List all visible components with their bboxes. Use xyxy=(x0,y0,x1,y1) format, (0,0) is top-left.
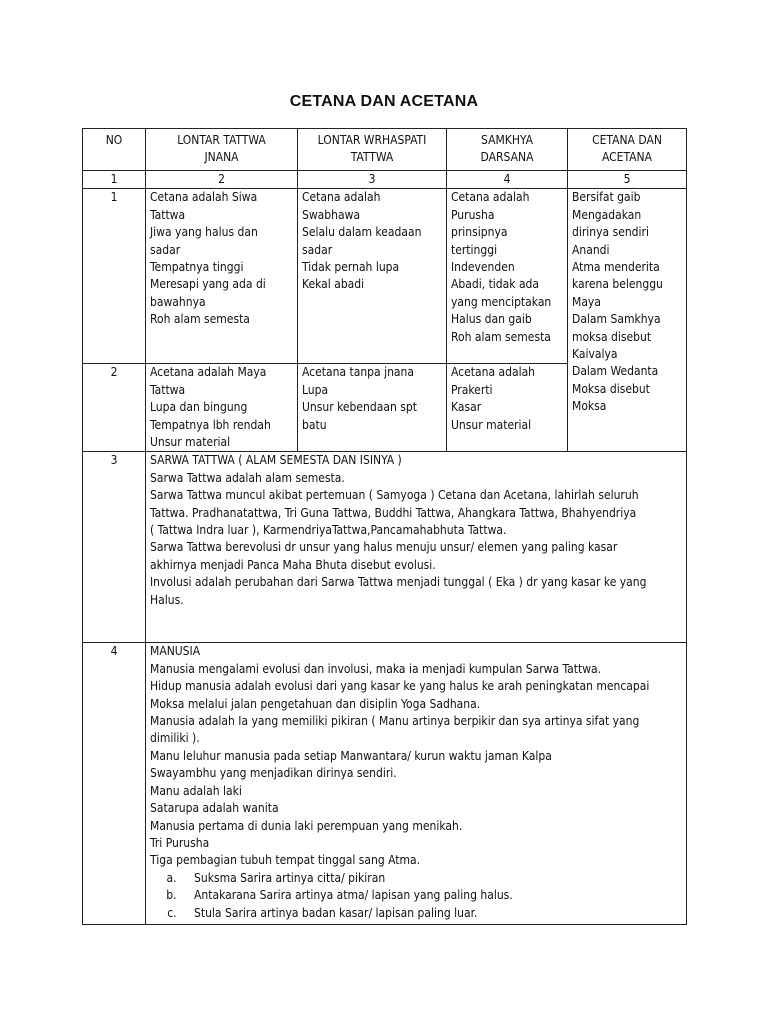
cetana-acetana-cell: Bersifat gaib Mengadakan dirinya sendiri Anandi Atma menderita karena belenggu Maya Dalam Samkhya moksa disebut Kaivalya Dalam Wedanta Moksa disebut Moksa xyxy=(568,189,687,452)
header-row xyxy=(83,129,687,171)
column-number-3: 3 xyxy=(298,171,447,189)
column-number-4: 4 xyxy=(447,171,568,189)
document-title: CETANA DAN ACETANA xyxy=(289,93,479,110)
row-4-number: 4 xyxy=(83,643,146,925)
tri-purusha-list xyxy=(150,870,682,922)
column-number-row xyxy=(83,171,687,189)
table-row-1 xyxy=(83,189,687,364)
row-1-samkhya-darsana-cell: Cetana adalah Purusha prinsipnya tertinggi Indevenden Abadi, tidak ada yang menciptakan Halus dan gaib Roh alam semesta xyxy=(447,189,568,364)
header-no: NO xyxy=(83,129,146,171)
header-cetana-dan-acetana: CETANA DAN ACETANA xyxy=(568,129,687,171)
header-lontar-wrhaspati-tattwa: LONTAR WRHASPATI TATTWA xyxy=(298,129,447,171)
row-1-wrhaspati-tattwa-cell: Cetana adalah Swabhawa Selalu dalam keadaan sadar Tidak pernah lupa Kekal abadi xyxy=(298,189,447,364)
row-2-wrhaspati-tattwa-cell: Acetana tanpa jnana Lupa Unsur kebendaan spt batu xyxy=(298,364,447,452)
header-samkhya-darsana: SAMKHYA DARSANA xyxy=(447,129,568,171)
row-2-tattwa-jnana-cell: Acetana adalah Maya Tattwa Lupa dan bingung Tempatnya lbh rendah Unsur material xyxy=(146,364,298,452)
sarwa-tattwa-cell: SARWA TATTWA ( ALAM SEMESTA DAN ISINYA ) Sarwa Tattwa adalah alam semesta. Sarwa Tattwa muncul akibat pertemuan ( Samyoga ) Cetana dan Acetana, lahirlah seluruh Tattwa. Pradhanatattwa, Tri Guna Tattwa, Buddhi Tattwa, Ahangkara Tattwa, Bhahyendriya ( Tattwa Indra luar ), KarmendriyaTattwa,Pancamahabhuta Tattwa. Sarwa Tattwa berevolusi dr unsur yang halus menuju unsur/ elemen yang paling kasar akhirnya menjadi Panca Maha Bhuta disebut evolusi. Involusi adalah perubahan dari Sarwa Tattwa menjadi tunggal ( Eka ) dr yang kasar ke yang Halus. xyxy=(146,452,687,643)
table-row-3 xyxy=(83,452,687,643)
row-3-number: 3 xyxy=(83,452,146,643)
row-1-number: 1 xyxy=(83,189,146,364)
table-row-4 xyxy=(83,643,687,925)
header-lontar-tattwa-jnana: LONTAR TATTWA JNANA xyxy=(146,129,298,171)
sarwa-tattwa-heading: SARWA TATTWA ( ALAM SEMESTA DAN ISINYA ) xyxy=(150,453,402,468)
row-2-number: 2 xyxy=(83,364,146,452)
manusia-heading: MANUSIA xyxy=(150,644,201,659)
comparison-table xyxy=(82,128,687,925)
manusia-cell: MANUSIA Manusia mengalami evolusi dan involusi, maka ia menjadi kumpulan Sarwa Tattwa. Hidup manusia adalah evolusi dari yang kasar ke yang halus ke arah peningkatan mencapai Moksa melalui jalan pengetahuan dan disiplin Yoga Sadhana. Manusia adalah Ia yang memiliki pikiran ( Manu artinya berpikir dan sya artinya sifat yang dimiliki ). Manu leluhur manusia pada setiap Manwantara/ kurun waktu jaman Kalpa Swayambhu yang menjadikan dirinya sendiri. Manu adalah laki Satarupa adalah wanita Manusia pertama di dunia laki perempuan yang menikah. Tri Purusha Tiga pembagian tubuh tempat tinggal sang Atma. a. Suksma Sarira artinya citta/ pikiran b. Antakarana Sarira artinya atma/ lapisan yang paling halus. c. Stula Sarira artinya badan kasar/ lapisan paling luar. xyxy=(146,643,687,925)
row-1-tattwa-jnana-cell: Cetana adalah Siwa Tattwa Jiwa yang halus dan sadar Tempatnya tinggi Meresapi yang ada di bawahnya Roh alam semesta xyxy=(146,189,298,364)
list-item: a. Suksma Sarira artinya citta/ pikiran xyxy=(180,870,682,887)
list-item: c. Stula Sarira artinya badan kasar/ lapisan paling luar. xyxy=(180,905,682,922)
column-number-1: 1 xyxy=(83,171,146,189)
row-2-samkhya-darsana-cell: Acetana adalah Prakerti Kasar Unsur material xyxy=(447,364,568,452)
tri-purusha-heading: Tri Purusha xyxy=(150,835,210,850)
list-item: b. Antakarana Sarira artinya atma/ lapisan yang paling halus. xyxy=(180,887,682,904)
column-number-5: 5 xyxy=(568,171,687,189)
column-number-2: 2 xyxy=(146,171,298,189)
